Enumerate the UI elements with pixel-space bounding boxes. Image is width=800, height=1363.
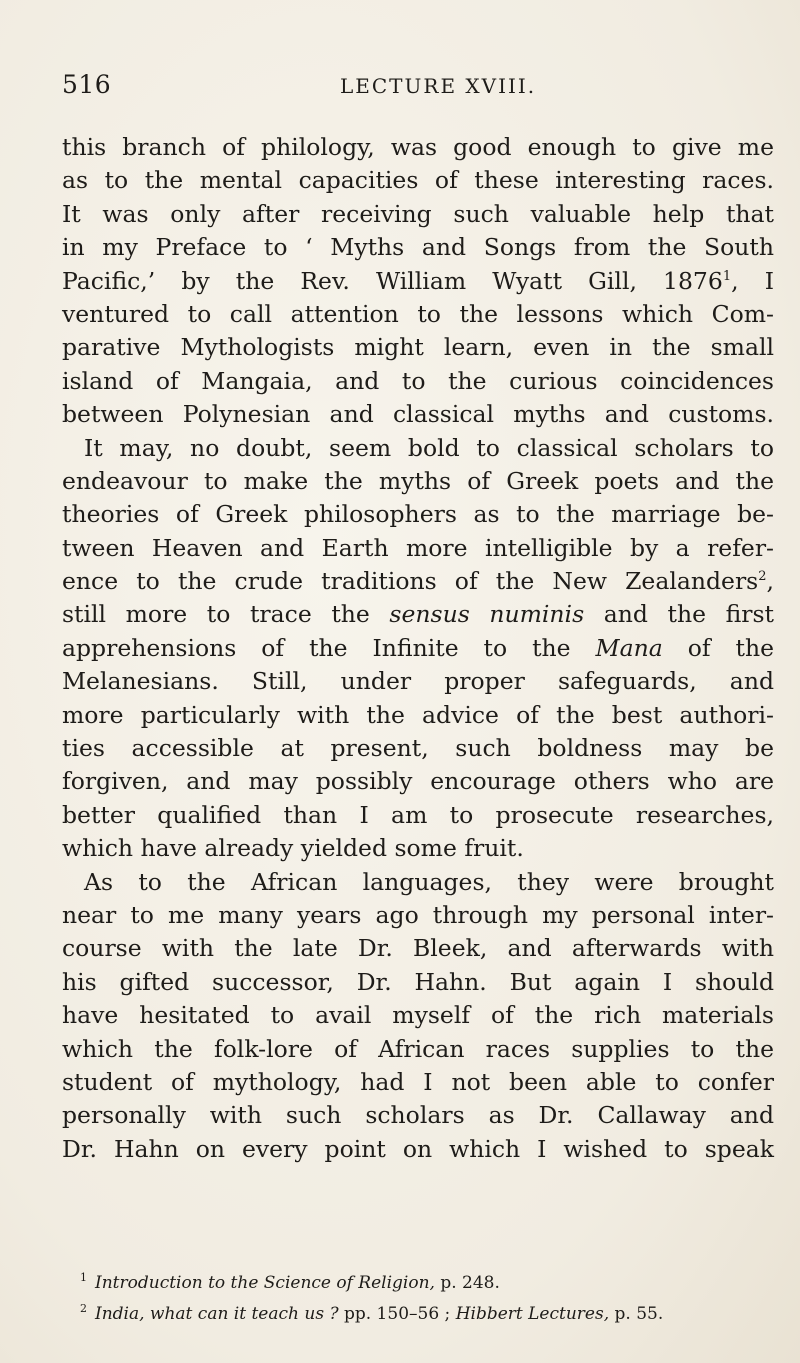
text-line: this branch of philology, was good enough to give me xyxy=(62,133,774,161)
footnote-2: $^2$ India, what can it teach us ? pp. 150–56 ; Hibbert Lectures, p. 55. xyxy=(80,1302,664,1324)
text-line: tween Heaven and Earth more intelligible by a refer- xyxy=(62,533,774,562)
text-line: between Polynesian and classical myths and customs. xyxy=(62,400,774,429)
text-line: apprehensions of the Infinite to the Mana of the xyxy=(62,633,774,662)
text-line: as to the mental capacities of these interesting races. xyxy=(62,166,774,195)
footnote-ref-2: 2 xyxy=(758,569,767,585)
text-line: endeavour to make the myths of Greek poets and the xyxy=(62,466,774,495)
text-line: ence to the crude traditions of the New Zealanders$^2$, xyxy=(62,567,774,596)
text-line: better qualified than I am to prosecute researches, xyxy=(62,800,774,829)
text-line: As to the African languages, they were brought xyxy=(84,867,774,896)
text-line: island of Mangaia, and to the curious coincidences xyxy=(62,366,774,395)
page-number: 516 xyxy=(62,70,112,99)
text-line: student of mythology, had I not been able to confer xyxy=(62,1067,774,1096)
text-line: still more to trace the sensus numinis and the first xyxy=(62,600,774,629)
text-line: which the folk-lore of African races supplies to the xyxy=(62,1034,774,1063)
text-line: parative Mythologists might learn, even in the small xyxy=(62,333,774,362)
text-line: theories of Greek philosophers as to the marriage be- xyxy=(62,500,774,529)
text-line: in my Preface to ‘ Myths and Songs from the South xyxy=(62,233,774,262)
text-line: Melanesians. Still, under proper safeguards, and xyxy=(62,667,774,696)
text-line: Dr. Hahn on every point on which I wished to speak xyxy=(62,1134,774,1163)
text-line: which have already yielded some fruit. xyxy=(62,834,524,863)
text-line: ties accessible at present, such boldness may be xyxy=(62,734,774,763)
text-line: forgiven, and may possibly encourage others who are xyxy=(62,767,774,796)
text-line: more particularly with the advice of the best authori- xyxy=(62,700,774,729)
running-head: LECTURE XVIII. xyxy=(340,74,537,98)
text-line: course with the late Dr. Bleek, and afterwards with xyxy=(62,934,774,963)
footnote-ref-1: 1 xyxy=(722,268,732,284)
italic-phrase: Mana xyxy=(595,633,663,662)
footnote-1: $^1$ Introduction to the Science of Religion, p. 248. xyxy=(80,1271,500,1293)
text-line: personally with such scholars as Dr. Callaway and xyxy=(62,1101,774,1130)
italic-phrase: sensus numinis xyxy=(389,600,585,629)
text-line: Pacific,’ by the Rev. William Wyatt Gill, 1876$^1$, I xyxy=(62,266,774,295)
text-line: ventured to call attention to the lessons which Com- xyxy=(62,299,774,328)
footnotes xyxy=(80,1265,780,1327)
body-text xyxy=(62,131,774,1166)
text-line: It may, no doubt, seem bold to classical scholars to xyxy=(84,433,774,462)
text-line: It was only after receiving such valuable help that xyxy=(62,199,774,228)
text-line: have hesitated to avail myself of the rich materials xyxy=(62,1001,774,1030)
page-header xyxy=(0,70,800,100)
text-line: his gifted successor, Dr. Hahn. But again I should xyxy=(62,967,774,996)
text-line: near to me many years ago through my personal inter- xyxy=(62,900,774,929)
